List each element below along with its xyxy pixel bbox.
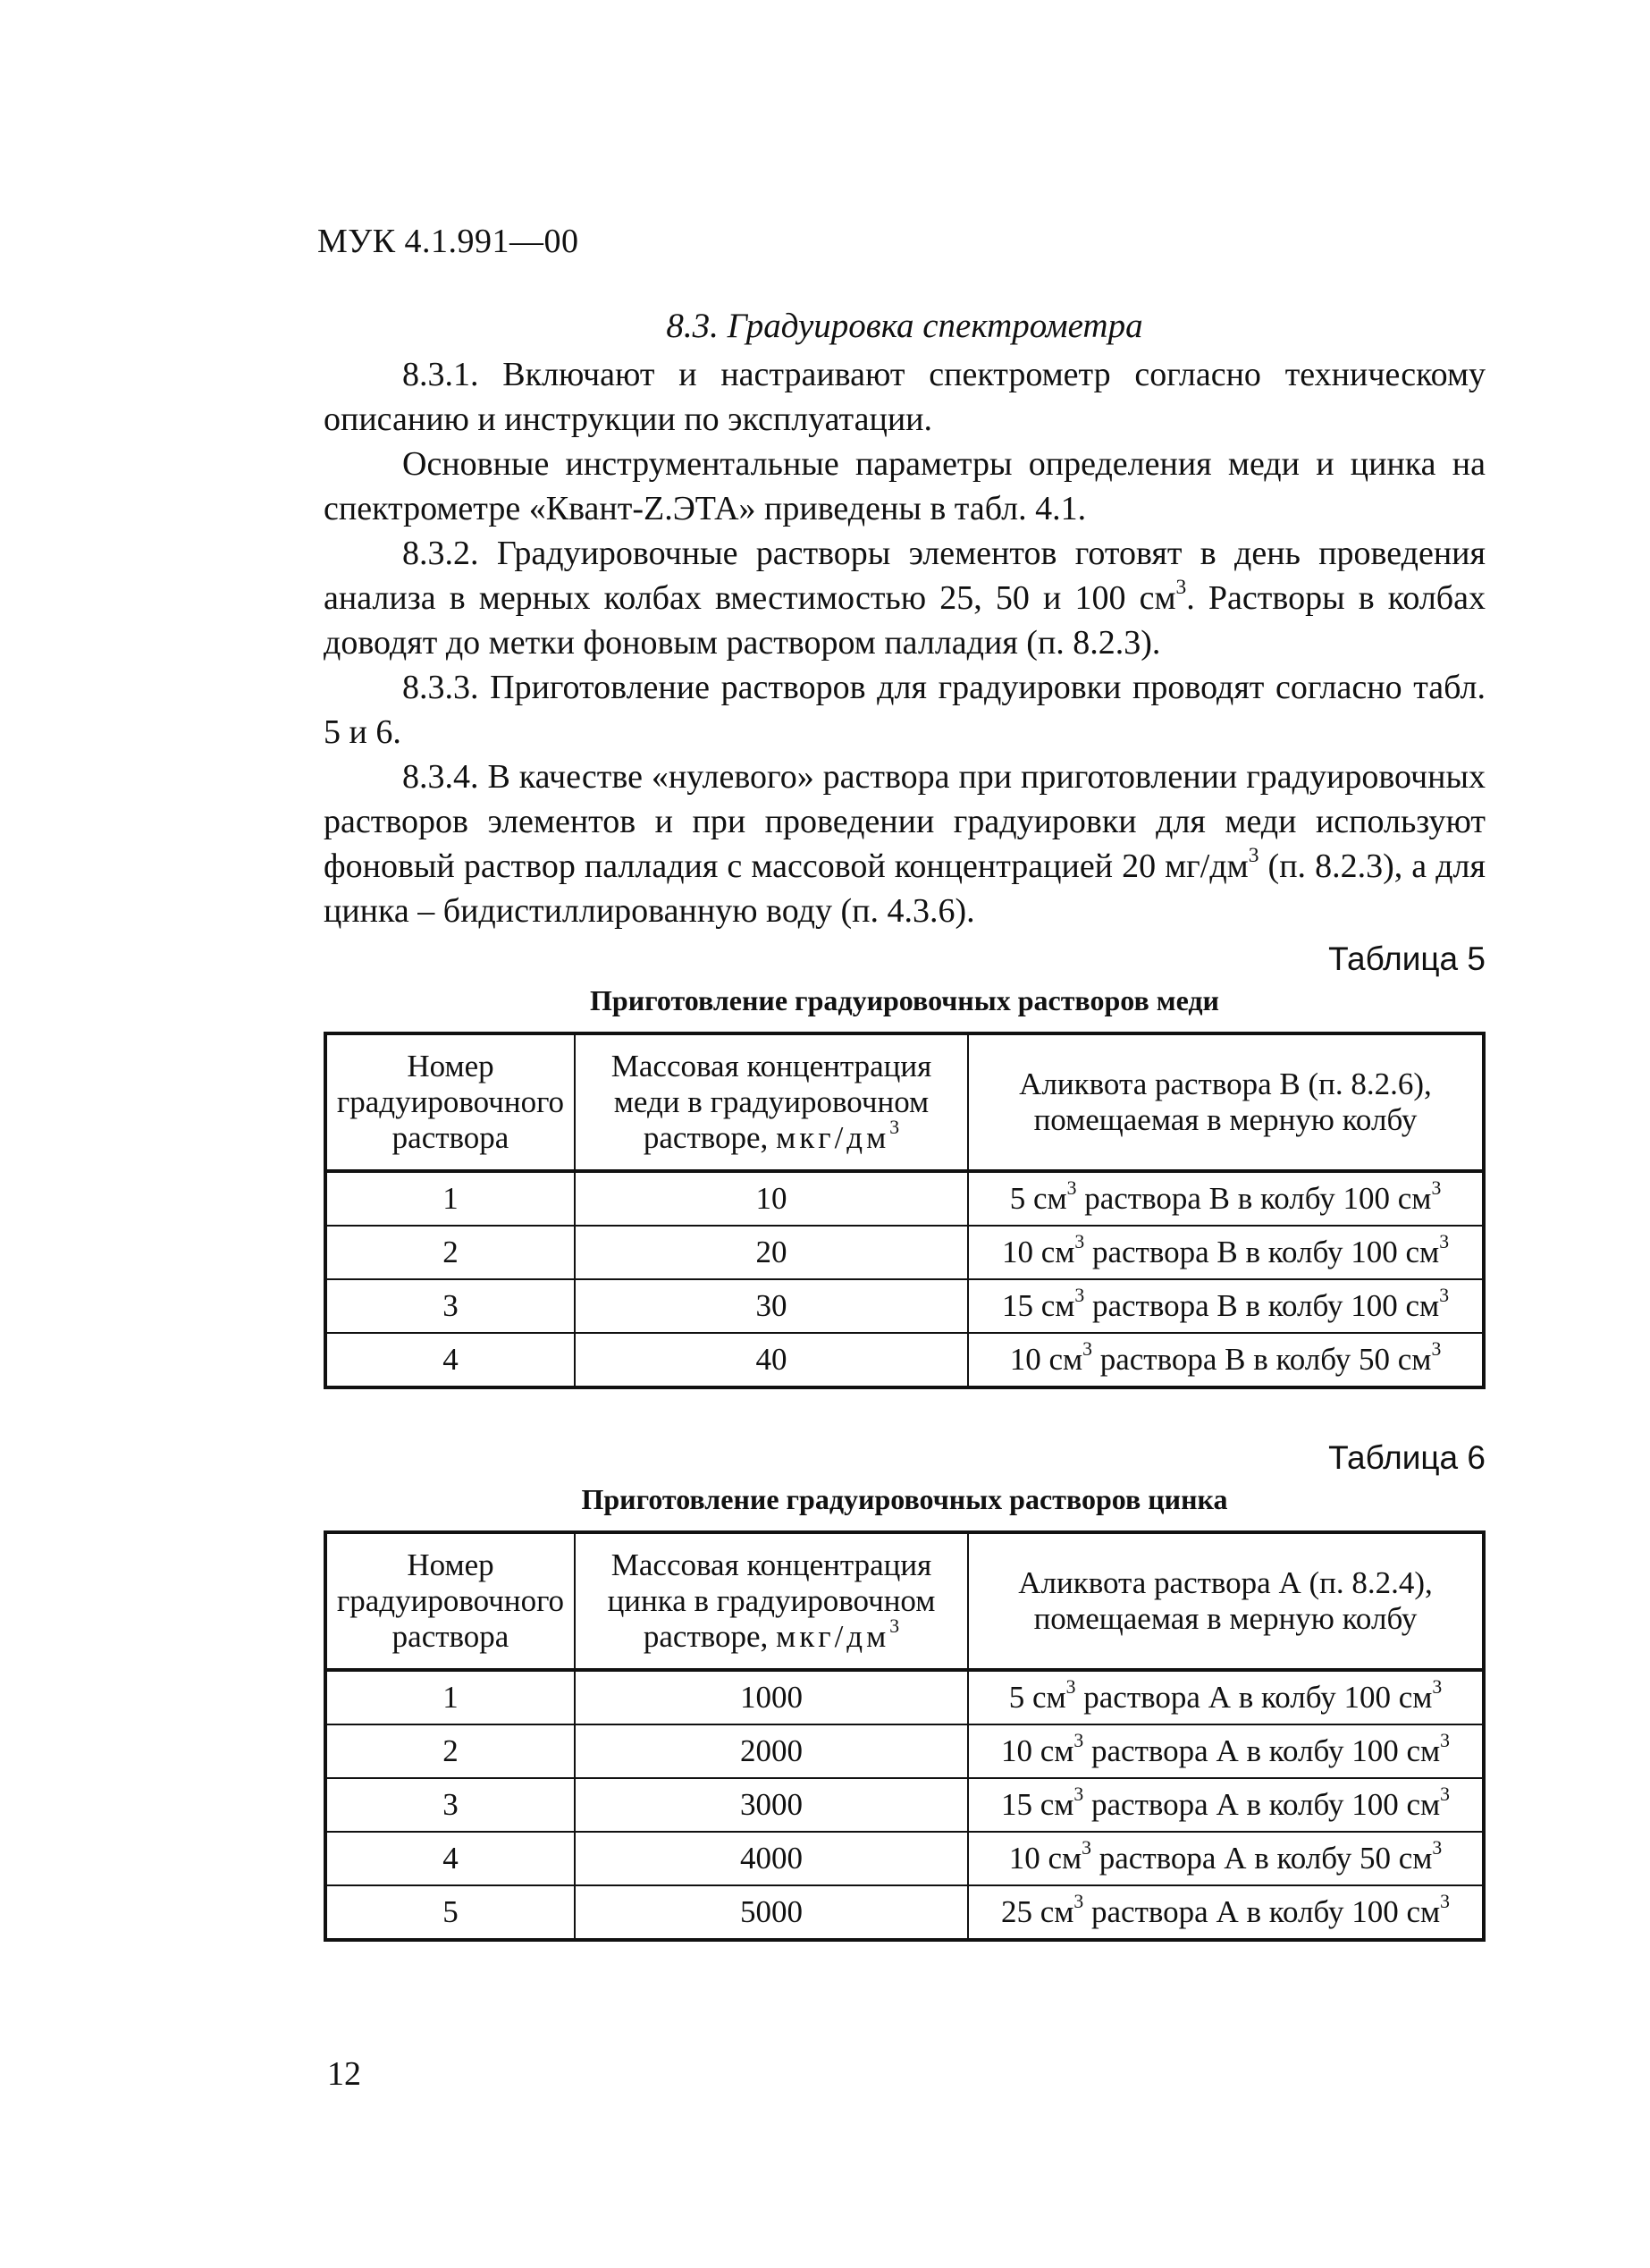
superscript: 3 (1175, 575, 1187, 599)
table5 (324, 1032, 1486, 1389)
superscript: 3 (889, 1615, 900, 1638)
table6 (324, 1530, 1486, 1942)
superscript: 3 (1440, 1891, 1450, 1913)
cell-aliquot (968, 1226, 1484, 1279)
cell-number: 1 (325, 1171, 575, 1226)
table6-header-concentration-text: Массовая концентрация цинка в градуировочном растворе, (607, 1547, 936, 1654)
paragraph-8-3-2-text-end: . Растворы в колбах доводят до метки фоновым раствором палладия (п. 8.2.3). (324, 579, 1486, 662)
table5-body (325, 1171, 1484, 1387)
superscript: 3 (1432, 1676, 1443, 1699)
table-row (325, 1226, 1484, 1279)
cell-number: 4 (325, 1832, 575, 1885)
cell-concentration: 10 (575, 1171, 968, 1226)
aliquot-volume: 10 см (1001, 1235, 1075, 1269)
aliquot-text: раствора В в колбу 50 см (1091, 1342, 1432, 1377)
table-row (325, 1832, 1484, 1885)
table6-header-row (325, 1532, 1484, 1670)
page-number: 12 (327, 2055, 361, 2093)
table-row (325, 1279, 1484, 1333)
paragraph-8-3-4 (324, 755, 1486, 933)
cell-concentration: 4000 (575, 1832, 968, 1885)
superscript: 3 (1248, 843, 1259, 867)
superscript: 3 (1074, 1231, 1085, 1253)
cell-concentration: 3000 (575, 1778, 968, 1832)
table5-header-concentration-text: Массовая концентрация меди в градуировочном растворе, (610, 1049, 932, 1155)
paragraph-parameters: Основные инструментальные параметры определения меди и цинка на спектрометре «Квант-Z.ЭТА» приведены в табл. 4.1. (324, 445, 1486, 527)
aliquot-text: раствора А в колбу 50 см (1091, 1841, 1433, 1876)
table-row (325, 1885, 1484, 1940)
aliquot-volume: 25 см (1000, 1894, 1074, 1929)
superscript: 3 (1431, 1338, 1442, 1361)
cell-number: 1 (325, 1670, 575, 1724)
table6-body (325, 1670, 1484, 1940)
superscript: 3 (1440, 1783, 1450, 1806)
superscript: 3 (1440, 1730, 1450, 1752)
aliquot-volume: 10 см (1000, 1733, 1074, 1768)
cell-concentration: 1000 (575, 1670, 968, 1724)
superscript: 3 (1074, 1285, 1085, 1307)
cell-number: 5 (325, 1885, 575, 1940)
cell-number: 4 (325, 1333, 575, 1387)
aliquot-text: раствора В в колбу 100 см (1084, 1288, 1440, 1323)
paragraph-8-3-1: 8.3.1. Включают и настраивают спектрометр согласно техническому описанию и инструкции по эксплуатации. (324, 356, 1486, 438)
table5-caption: Приготовление градуировочных растворов меди (590, 984, 1219, 1016)
cell-aliquot (968, 1724, 1484, 1778)
superscript: 3 (1073, 1891, 1084, 1913)
aliquot-volume: 10 см (1008, 1841, 1082, 1876)
aliquot-volume: 15 см (1000, 1787, 1074, 1822)
paragraph-8-3-4-text-end: (п. 8.2.3), а для цинка – бидистиллированную воду (п. 4.3.6). (324, 847, 1486, 930)
aliquot-text: раствора А в колбу 100 см (1083, 1733, 1441, 1768)
cell-aliquot (968, 1279, 1484, 1333)
cell-number: 3 (325, 1778, 575, 1832)
cell-concentration: 40 (575, 1333, 968, 1387)
superscript: 3 (889, 1117, 900, 1139)
table5-header-aliquot: Аликвота раствора В (п. 8.2.6), помещаемая в мерную колбу (968, 1033, 1484, 1171)
superscript: 3 (1082, 1338, 1092, 1361)
superscript: 3 (1432, 1837, 1443, 1859)
superscript: 3 (1431, 1177, 1442, 1200)
cell-aliquot (968, 1885, 1484, 1940)
cell-number: 2 (325, 1724, 575, 1778)
cell-aliquot (968, 1778, 1484, 1832)
cell-aliquot (968, 1832, 1484, 1885)
table6-header-aliquot: Аликвота раствора А (п. 8.2.4), помещаемая в мерную колбу (968, 1532, 1484, 1670)
table-row (325, 1724, 1484, 1778)
aliquot-text: раствора В в колбу 100 см (1076, 1181, 1432, 1216)
aliquot-volume: 5 см (1009, 1181, 1067, 1216)
cell-number: 3 (325, 1279, 575, 1333)
paragraph-8-3-2 (324, 531, 1486, 665)
superscript: 3 (1439, 1231, 1450, 1253)
table-row (325, 1171, 1484, 1226)
table-row (325, 1778, 1484, 1832)
superscript: 3 (1073, 1730, 1084, 1752)
cell-concentration: 5000 (575, 1885, 968, 1940)
aliquot-volume: 15 см (1001, 1288, 1075, 1323)
superscript: 3 (1066, 1177, 1077, 1200)
table-row (325, 1670, 1484, 1724)
table6-label: Таблица 6 (1328, 1439, 1486, 1476)
table5-header-number: Номер градуировочного раствора (325, 1033, 575, 1171)
superscript: 3 (1439, 1285, 1450, 1307)
table5-header-row (325, 1033, 1484, 1171)
aliquot-volume: 5 см (1008, 1680, 1066, 1715)
aliquot-text: раствора А в колбу 100 см (1083, 1787, 1441, 1822)
table6-header-concentration (575, 1532, 968, 1670)
document-header: МУК 4.1.991—00 (317, 223, 579, 260)
cell-aliquot (968, 1670, 1484, 1724)
cell-number: 2 (325, 1226, 575, 1279)
table5-header-unit: мкг/дм (776, 1120, 890, 1155)
superscript: 3 (1082, 1837, 1092, 1859)
aliquot-text: раствора В в колбу 100 см (1084, 1235, 1440, 1269)
page-content (324, 304, 1486, 1942)
cell-concentration: 30 (575, 1279, 968, 1333)
table6-caption: Приготовление градуировочных растворов цинка (581, 1483, 1228, 1515)
section-title: 8.3. Градуировка спектрометра (666, 307, 1143, 345)
cell-aliquot (968, 1171, 1484, 1226)
aliquot-text: раствора А в колбу 100 см (1083, 1894, 1441, 1929)
cell-aliquot (968, 1333, 1484, 1387)
aliquot-text: раствора А в колбу 100 см (1075, 1680, 1433, 1715)
cell-concentration: 2000 (575, 1724, 968, 1778)
paragraph-8-3-2-text: 8.3.2. Градуировочные растворы элементов готовят в день проведения анализа в мерных колбах вместимостью 25, 50 и 100 см (324, 535, 1486, 617)
aliquot-volume: 10 см (1009, 1342, 1083, 1377)
paragraph-8-3-4-text: 8.3.4. В качестве «нулевого» раствора при приготовлении градуировочных растворов элементов и при проведении градуировки для меди используют фоновый раствор палладия с массовой концентрацией 20 мг/дм (324, 758, 1486, 885)
superscript: 3 (1073, 1783, 1084, 1806)
paragraph-8-3-3: 8.3.3. Приготовление растворов для градуировки проводят согласно табл. 5 и 6. (324, 669, 1486, 751)
table5-label: Таблица 5 (1328, 940, 1486, 977)
cell-concentration: 20 (575, 1226, 968, 1279)
table6-header-number: Номер градуировочного раствора (325, 1532, 575, 1670)
table-row (325, 1333, 1484, 1387)
superscript: 3 (1065, 1676, 1076, 1699)
table6-header-unit: мкг/дм (776, 1619, 890, 1654)
table5-header-concentration (575, 1033, 968, 1171)
